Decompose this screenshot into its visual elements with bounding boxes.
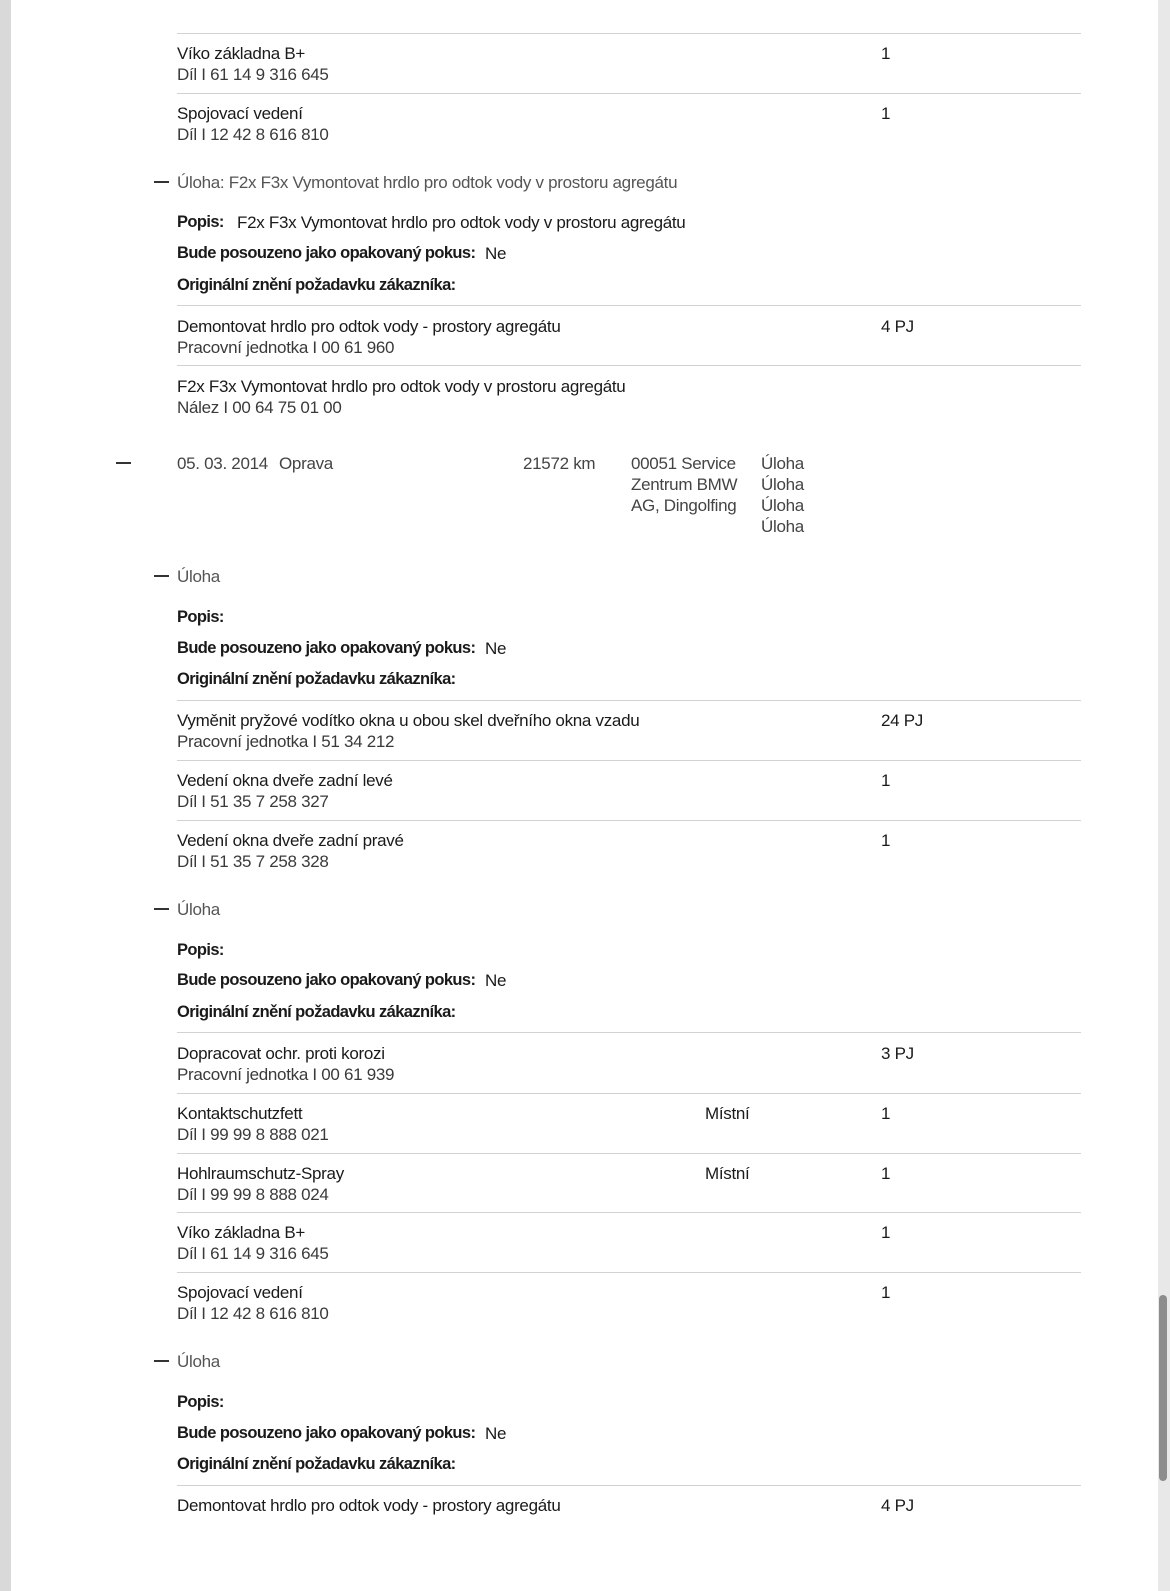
- part-code: Díl I 12 42 8 616 810: [177, 125, 329, 144]
- original-request-label: Originální znění požadavku zákazníka:: [177, 1455, 456, 1473]
- visit-task-link[interactable]: Úloha: [761, 475, 804, 494]
- original-request-label: Originální znění požadavku zákazníka:: [177, 670, 456, 688]
- row-divider: [177, 1212, 1081, 1213]
- task-header[interactable]: Úloha: [177, 900, 220, 919]
- row-divider: [177, 33, 1081, 34]
- scrollbar-thumb[interactable]: [1159, 1295, 1167, 1481]
- labor-qty: 4 PJ: [881, 317, 914, 336]
- repeat-attempt-value: Ne: [485, 639, 507, 658]
- collapse-minus-icon[interactable]: [116, 462, 131, 464]
- part-qty: 1: [881, 1104, 891, 1123]
- part-code: Díl I 99 99 8 888 024: [177, 1185, 329, 1204]
- part-name: Vedení okna dveře zadní levé: [177, 771, 393, 790]
- repeat-attempt-value: Ne: [485, 1424, 507, 1443]
- row-divider: [177, 1272, 1081, 1273]
- part-code: Díl I 51 35 7 258 327: [177, 792, 329, 811]
- visit-task-link[interactable]: Úloha: [761, 454, 804, 473]
- visit-task-link[interactable]: Úloha: [761, 517, 804, 536]
- repeat-attempt-label: Bude posouzeno jako opakovaný pokus:: [177, 244, 476, 262]
- part-qty: 1: [881, 1223, 891, 1242]
- dealer-line: AG, Dingolfing: [631, 496, 737, 515]
- finding-code: Nález I 00 64 75 01 00: [177, 398, 342, 417]
- task-header[interactable]: Úloha: [177, 1352, 220, 1371]
- dealer-line: 00051 Service: [631, 454, 736, 473]
- part-name: Víko základna B+: [177, 44, 305, 63]
- part-name: Vedení okna dveře zadní pravé: [177, 831, 404, 850]
- part-code: Díl I 12 42 8 616 810: [177, 1304, 329, 1323]
- part-qty: 1: [881, 1283, 891, 1302]
- visit-date: 05. 03. 2014: [177, 454, 268, 473]
- repeat-attempt-label: Bude posouzeno jako opakovaný pokus:: [177, 1424, 476, 1442]
- labor-code: Pracovní jednotka I 00 61 939: [177, 1065, 395, 1084]
- labor-qty: 3 PJ: [881, 1044, 914, 1063]
- row-divider: [177, 820, 1081, 821]
- labor-name: Demontovat hrdlo pro odtok vody - prostory agregátu: [177, 1496, 561, 1515]
- repeat-attempt-value: Ne: [485, 971, 507, 990]
- repeat-attempt-value: Ne: [485, 244, 507, 263]
- part-name: Spojovací vedení: [177, 1283, 303, 1302]
- popis-label: Popis:: [177, 1393, 224, 1411]
- visit-task-link[interactable]: Úloha: [761, 496, 804, 515]
- part-qty: 1: [881, 44, 891, 63]
- labor-code: Pracovní jednotka I 51 34 212: [177, 732, 395, 751]
- visit-mileage: 21572 km: [523, 454, 596, 473]
- collapse-minus-icon[interactable]: [154, 575, 169, 577]
- labor-name: Dopracovat ochr. proti korozi: [177, 1044, 385, 1063]
- row-divider: [177, 365, 1081, 366]
- part-code: Díl I 61 14 9 316 645: [177, 1244, 329, 1263]
- collapse-minus-icon[interactable]: [154, 181, 169, 183]
- row-divider: [177, 1485, 1081, 1486]
- original-request-label: Originální znění požadavku zákazníka:: [177, 1003, 456, 1021]
- popis-label: Popis:: [177, 213, 224, 231]
- row-divider: [177, 1153, 1081, 1154]
- original-request-label: Originální znění požadavku zákazníka:: [177, 276, 456, 294]
- part-code: Díl I 99 99 8 888 021: [177, 1125, 329, 1144]
- labor-qty: 4 PJ: [881, 1496, 914, 1515]
- visit-type: Oprava: [279, 454, 333, 473]
- report-page: [11, 0, 1158, 1591]
- part-qty: 1: [881, 831, 891, 850]
- row-divider: [177, 1032, 1081, 1033]
- labor-name: Vyměnit pryžové vodítko okna u obou skel dveřního okna vzadu: [177, 711, 640, 730]
- popis-value: F2x F3x Vymontovat hrdlo pro odtok vody v prostoru agregátu: [237, 213, 686, 232]
- part-qty: 1: [881, 104, 891, 123]
- row-divider: [177, 93, 1081, 94]
- part-name: Hohlraumschutz-Spray: [177, 1164, 344, 1183]
- part-code: Díl I 61 14 9 316 645: [177, 65, 329, 84]
- popis-label: Popis:: [177, 941, 224, 959]
- labor-code: Pracovní jednotka I 00 61 960: [177, 338, 395, 357]
- row-divider: [177, 700, 1081, 701]
- part-source: Místní: [705, 1104, 750, 1123]
- labor-name: Demontovat hrdlo pro odtok vody - prostory agregátu: [177, 317, 561, 336]
- dealer-line: Zentrum BMW: [631, 475, 738, 494]
- part-qty: 1: [881, 1164, 891, 1183]
- part-name: Spojovací vedení: [177, 104, 303, 123]
- row-divider: [177, 305, 1081, 306]
- row-divider: [177, 760, 1081, 761]
- part-name: Víko základna B+: [177, 1223, 305, 1242]
- labor-qty: 24 PJ: [881, 711, 923, 730]
- repeat-attempt-label: Bude posouzeno jako opakovaný pokus:: [177, 639, 476, 657]
- collapse-minus-icon[interactable]: [154, 1360, 169, 1362]
- part-qty: 1: [881, 771, 891, 790]
- part-name: Kontaktschutzfett: [177, 1104, 303, 1123]
- repeat-attempt-label: Bude posouzeno jako opakovaný pokus:: [177, 971, 476, 989]
- finding-name: F2x F3x Vymontovat hrdlo pro odtok vody v prostoru agregátu: [177, 377, 626, 396]
- popis-label: Popis:: [177, 608, 224, 626]
- task-header[interactable]: Úloha: F2x F3x Vymontovat hrdlo pro odtok vody v prostoru agregátu: [177, 173, 678, 192]
- task-header[interactable]: Úloha: [177, 567, 220, 586]
- part-code: Díl I 51 35 7 258 328: [177, 852, 329, 871]
- collapse-minus-icon[interactable]: [154, 908, 169, 910]
- part-source: Místní: [705, 1164, 750, 1183]
- row-divider: [177, 1093, 1081, 1094]
